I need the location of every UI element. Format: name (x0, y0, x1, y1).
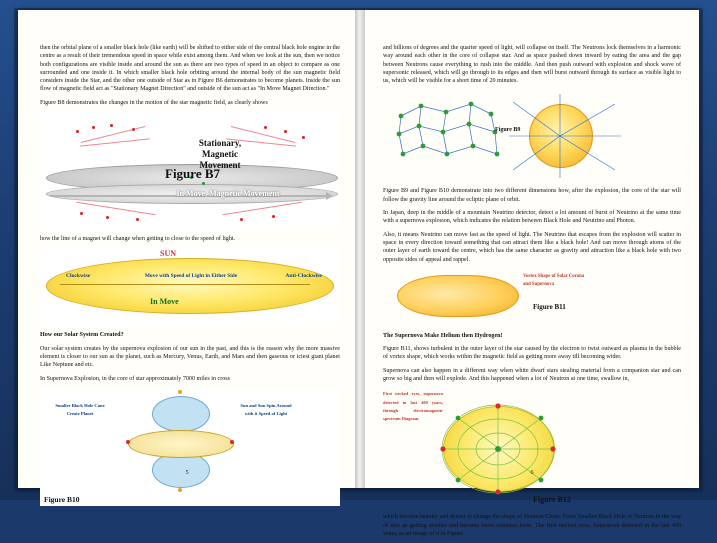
figure-b7-particle (264, 126, 267, 129)
figure-b11 (383, 269, 681, 327)
figure-b7-stationary-line2: Magnetic (202, 149, 238, 160)
figure-b8-sun-label: SUN (160, 249, 177, 259)
figure-b10-ejecta (178, 390, 182, 394)
figure-b7-title: Figure B7 (165, 166, 221, 182)
right-paragraph-2: Figure B9 and Figure B10 demonstrate into two different dimensions how, after the explosion, the core of the star will follow the gravity line around the ecliptic plane of orbit. (383, 188, 681, 203)
left-section-heading: How our Solar System Created? (40, 332, 124, 339)
figure-b8-flow-arrow (60, 284, 310, 285)
right-section-paragraph-1: Figure B11, shows turbulent in the outer layer of the star caused by the electron to twist outward as plasma in the bubble of vortex shape, which works within the magnetic field as getting more away till becoming wider. (383, 346, 681, 361)
figure-b7-particle (106, 216, 109, 219)
right-page-number: 6 (530, 469, 534, 476)
left-page-column (40, 44, 340, 511)
figure-b7-particle (284, 130, 287, 133)
figure-b10-planet (126, 440, 130, 444)
figure-b7-field-line (76, 202, 155, 216)
right-section-heading-line2: Hydrogen! (474, 332, 503, 339)
figure-b10-upper-cone (152, 396, 210, 432)
figure-b12 (383, 388, 681, 508)
figure-b7 (40, 112, 340, 230)
figure-b9 (383, 90, 681, 182)
figure-b7-stationary-line1: Stationary, (198, 138, 242, 149)
right-paragraph-4: Also, it means Neutrino can move fast as the speed of light. The Neutrino that escapes from the explosion will scatter in space in every direction toward something that can attract them like a black hole! And can move through atoms of the outer layer of earth toward the centre, which has the same character as gravity and attraction like a black hole with two opposite sides of appeal and rappel. (383, 231, 681, 263)
figure-b11-caption: Figure B11 (533, 302, 566, 311)
figure-b7-particle (80, 212, 83, 215)
figure-b8-clockwise-label: Clockwise (66, 273, 91, 280)
figure-b9-shockwave-rays (503, 90, 623, 182)
figure-b7-particle (76, 130, 79, 133)
figure-b8-anticlockwise-label: Anti-Clockwise (285, 273, 322, 280)
right-section-paragraph-2: Supernova can also happen in a different way when white dwarf stars stealing material from a companion star and can grow so big and then will explode. And this happened when a lot of Neutron at one time, swallow in, (383, 367, 681, 383)
figure-b11-title (523, 273, 633, 290)
figure-b7-particle (132, 128, 135, 131)
figure-b10-planet (230, 440, 234, 444)
left-page-number: 5 (185, 469, 189, 476)
figure-b7-particle (302, 136, 305, 139)
figure-b8-star-ellipse (46, 258, 334, 314)
left-paragraph-2: Figure B8 demonstrates the changes in the motion of the star magnetic field, as clearly shows (40, 99, 268, 106)
figure-b10-caption: Figure B10 (44, 494, 80, 504)
right-section-paragraph-3: which become heavier and denser to change the shape of Neutron Chain. From Smaller Black Hole or Neutron in the way of size as getting smaller and become more compact form. The first necked eyes, Supernova detected in the last 400 years, as an image of it in Figure (383, 514, 681, 537)
figure-b12-note-line2: years, through electromagnetic spectrum Diagram. (383, 399, 443, 422)
figure-b12-note-line1: First necked eyes, supernova detected in last 400 (383, 391, 443, 405)
figure-b7-particle (272, 215, 275, 218)
figure-b8-middle-label: Move with Speed of Light in Either Side (144, 273, 238, 280)
left-section-paragraph-2: In Supernova Explosion, in the core of star approximately 7000 miles in cross (40, 375, 231, 382)
book-gutter (355, 10, 365, 488)
figure-b7-subtitle: In Move, Magnetic Movement (176, 189, 280, 199)
figure-b10 (40, 388, 340, 506)
figure-b7-stationary-line3: Movement (199, 160, 241, 171)
figure-b12-caption: Figure B12 (533, 495, 571, 505)
figure-b7-particle (92, 126, 95, 129)
figure-b7-particle (136, 218, 139, 221)
figure-b10-ecliptic-disc (128, 430, 234, 458)
figure-b11-title-line1: Vortex Shape of Solar Corona (523, 273, 585, 279)
right-paragraph-3: In Japan, deep in the middle of a mountain Neutrino detector, detect a lot amount of burst of Neutrino at the same time with a supernova explosion, which indicates the relation between Black Hole and Neutrino and Photon. (383, 210, 681, 225)
right-section-heading (383, 332, 681, 340)
figure-b11-title-line2: and Supernova (523, 282, 555, 288)
right-page (365, 10, 699, 537)
figure-b12-filament-network (423, 394, 583, 504)
figure-b10-label-right: Sun and Sun Spin Around with it Speed of Light (240, 402, 292, 417)
right-paragraph-1: and billions of degrees and the quarter speed of light, will collapse on itself. The Neutrons lock themselves in a harmonic way around each other in the core of collapse star. And as space pushed down inward by eating the area and the gap between Neutrons cause everything to rush into the middle. And then push outward with explosion and shock wave of supersonic released, which will go through to its edges and then will burst outward through its surface as visible light to us, which will be visible for a short time of 20 minutes. (383, 45, 681, 85)
figure-b7-particle (240, 218, 243, 221)
figure-b9-neutron-lattice (391, 96, 511, 174)
figure-b9-caption: Figure B9 (495, 127, 521, 134)
left-page (18, 10, 356, 504)
figure-b10-ejecta (178, 488, 182, 492)
left-paragraph-3: how the line of a magnet will change when getting to close to the speed of light. (40, 236, 236, 243)
right-section-heading-line1: The Supernova Make Helium then (383, 332, 474, 339)
figure-b7-particle (110, 124, 113, 127)
left-section-paragraph-1: Our solar system creates by the supernova explosion of our sun in the past, and this is the reason why the more massive element is closer to our sun as the planet, such as Mercury, Venus, Earth, and Mars and then gaseous or iciest giant planet Like Neptune and etc. (40, 345, 340, 369)
left-paragraph-1: then the orbital plane of a smaller black hole (like earth) will be shifted to either side of the central black hole engine in the centre as a result of their tremendous speed in space while exist among them. And when we look at the sun, then we notice both configurations are visible inside and around the sun as there are two types of speed in an object to compare as one surrounded and one inside it. In which smaller black hole orbiting around the internal body of the sun magnetic field considers inside the Star, and the other one outside of Star as in Figure B6 demonstrates to become planets. Inside the sun flow of magnetic field act as "Stationary Magnet Direction" and outside of the sun act as "In Move Magnet Direction." (40, 45, 340, 93)
figure-b11-vortex-blob (397, 275, 519, 317)
figure-b8 (40, 248, 340, 326)
figure-b10-label-top: Smaller Black Hole Cone Create Planet (55, 402, 105, 417)
figure-b8-inmove-label: In Move (150, 297, 179, 307)
figure-b7-field-line (222, 202, 301, 216)
